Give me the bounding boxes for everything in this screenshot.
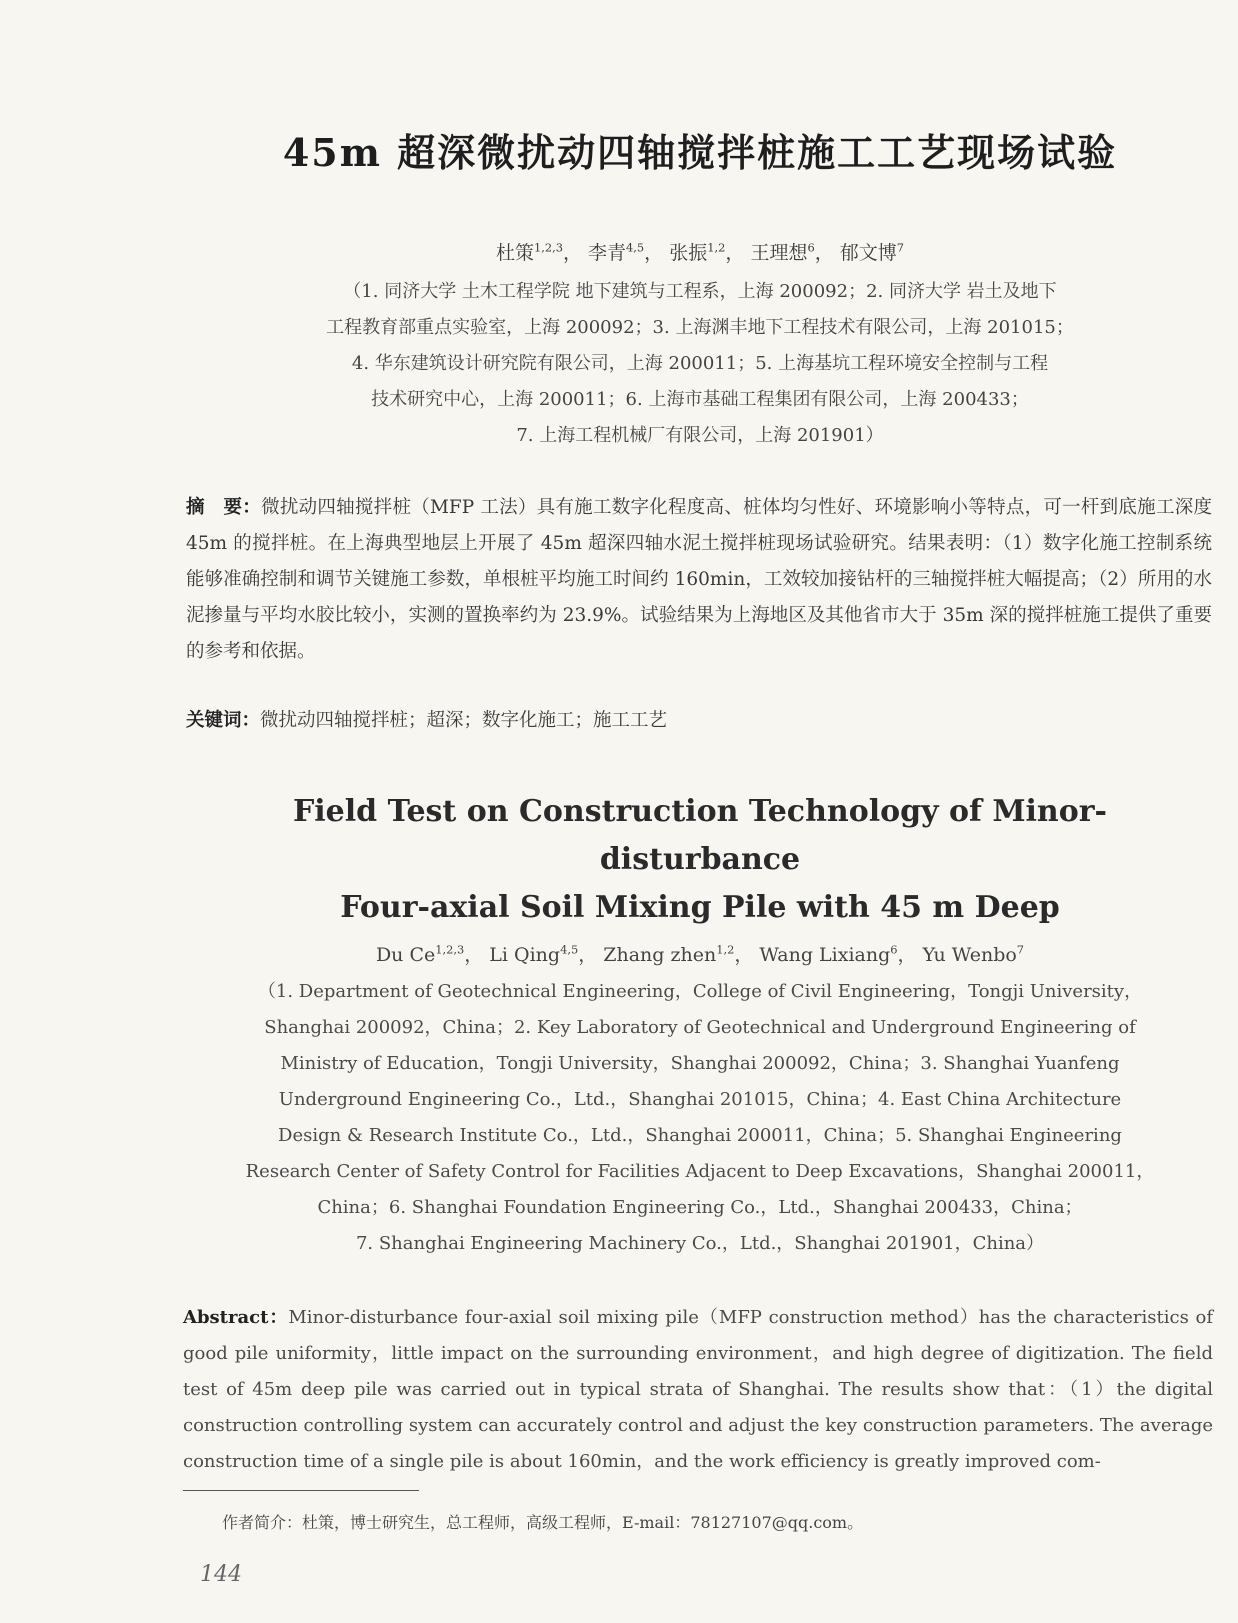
abstract-label: Abstract： <box>183 1307 289 1328</box>
english-authors <box>200 940 1200 967</box>
affiliation-line: 4. 华东建筑设计研究院有限公司，上海 200011；5. 上海基坑工程环境安全控制与工程 <box>351 353 1049 374</box>
author-affiliation-index: 7 <box>1016 942 1025 957</box>
footnote-divider <box>183 1490 419 1491</box>
chinese-keywords <box>186 706 1212 732</box>
chinese-affiliations <box>200 274 1200 454</box>
affiliation-line: （1. Department of Geotechnical Engineering，College of Civil Engineering，Tongji University， <box>257 981 1143 1002</box>
author-name: Yu Wenbo <box>922 944 1017 966</box>
author-name: Du Ce <box>375 944 436 966</box>
author-separator: ， <box>644 242 664 264</box>
author-name: Wang Lixiang <box>759 944 891 966</box>
affiliation-line: Underground Engineering Co.，Ltd.，Shanghai 201015，China；4. East China Architecture <box>278 1089 1122 1110</box>
chinese-authors <box>200 238 1200 265</box>
abstract-label: 摘 要： <box>186 497 262 518</box>
author <box>923 944 1024 966</box>
english-abstract <box>183 1300 1213 1480</box>
english-title-line: Field Test on Construction Technology of Minor-disturbance <box>292 794 1108 877</box>
affiliation-line: Research Center of Safety Control for Facilities Adjacent to Deep Excavations，Shanghai 200011， <box>245 1161 1155 1182</box>
author <box>840 242 904 264</box>
english-title-line: Four-axial Soil Mixing Pile with 45 m Deep <box>340 890 1060 925</box>
author-separator: ， <box>725 242 745 264</box>
english-title <box>200 788 1200 932</box>
author-separator: ， <box>814 242 834 264</box>
affiliation-line: Shanghai 200092，China；2. Key Laboratory of Geotechnical and Underground Engineering of <box>264 1017 1136 1038</box>
author-affiliation-index: 6 <box>890 942 898 957</box>
page-number: 144 <box>200 1562 242 1587</box>
affiliation-line: 技术研究中心，上海 200011；6. 上海市基础工程集团有限公司，上海 200433； <box>371 389 1029 410</box>
author-affiliation-index: 6 <box>807 240 815 255</box>
author-separator: ， <box>464 944 484 966</box>
chinese-abstract <box>186 490 1212 670</box>
author-name: 王理想 <box>750 242 808 264</box>
affiliation-line: 7. 上海工程机械厂有限公司，上海 201901） <box>516 425 884 446</box>
author-name: 张振 <box>669 242 708 264</box>
abstract-text: Minor-disturbance four-axial soil mixing pile（MFP construction method）has the characteristics of good pile uniformity，little impact on the surrounding environment，and high degree of digitization. The field test of 45m deep pile was carried out in typical strata of Shanghai. The results show that：（1）the digital construction controlling system can accurately control and adjust the key construction parameters. The average construction time of a single pile is about 160min，and the work efficiency is greatly improved com- <box>183 1307 1214 1472</box>
affiliation-line: 工程教育部重点实验室，上海 200092；3. 上海渊丰地下工程技术有限公司，上海 201015； <box>326 317 1074 338</box>
author-affiliation-index: 1,2,3 <box>533 240 563 255</box>
author <box>489 944 597 966</box>
chinese-title: 45m 超深微扰动四轴搅拌桩施工工艺现场试验 <box>282 130 1118 175</box>
author-name: 李青 <box>588 242 627 264</box>
author <box>603 944 753 966</box>
author-affiliation-index: 7 <box>896 240 905 255</box>
author-affiliation-index: 1,2,3 <box>435 942 465 957</box>
author-separator: ， <box>562 242 582 264</box>
author <box>750 242 833 264</box>
affiliation-line: China；6. Shanghai Foundation Engineering Co.，Ltd.，Shanghai 200433，China； <box>317 1197 1083 1218</box>
author-separator: ， <box>734 944 754 966</box>
affiliation-line: Design & Research Institute Co.，Ltd.，Shanghai 200011，China；5. Shanghai Engineering <box>278 1125 1122 1146</box>
author-name: 杜策 <box>495 242 534 264</box>
author <box>376 944 483 966</box>
author <box>669 242 744 264</box>
author-footnote: 作者简介：杜策，博士研究生，总工程师，高级工程师，E-mail：78127107@qq.com。 <box>222 1513 864 1532</box>
author <box>759 944 916 966</box>
author-name: Zhang zhen <box>603 944 717 966</box>
abstract-text: 微扰动四轴搅拌桩（MFP 工法）具有施工数字化程度高、桩体均匀性好、环境影响小等特点，可一杆到底施工深度 45m 的搅拌桩。在上海典型地层上开展了 45m 超深四轴水泥土搅拌桩现场试验研究。结果表明：（1）数字化施工控制系统能够准确控制和调节关键施工参数，单根桩平均施工时间约 160min，工效较加接钻杆的三轴搅拌桩大幅提高；（2）所用的水泥掺量与平均水胶比较小，实测的置换率约为 23.9%。试验结果为上海地区及其他省市大于 35m 深的搅拌桩施工提供了重要的参考和依据。 <box>186 497 1212 662</box>
author-affiliation-index: 1,2 <box>716 942 735 957</box>
english-affiliations <box>200 974 1200 1262</box>
affiliation-line: Ministry of Education，Tongji University，Shanghai 200092，China；3. Shanghai Yuanfeng <box>280 1053 1120 1074</box>
author-name: Li Qing <box>489 944 561 966</box>
author-separator: ， <box>897 944 917 966</box>
author-name: 郁文博 <box>839 242 897 264</box>
author <box>496 242 582 264</box>
author-separator: ， <box>578 944 598 966</box>
author <box>588 242 663 264</box>
author-affiliation-index: 1,2 <box>707 240 726 255</box>
author-affiliation-index: 4,5 <box>626 240 645 255</box>
affiliation-line: （1. 同济大学 土木工程学院 地下建筑与工程系，上海 200092；2. 同济大学 岩土及地下 <box>343 281 1057 302</box>
keywords-text: 微扰动四轴搅拌桩；超深；数字化施工；施工工艺 <box>260 710 668 731</box>
keywords-label: 关键词： <box>186 710 261 731</box>
author-affiliation-index: 4,5 <box>560 942 579 957</box>
affiliation-line: 7. Shanghai Engineering Machinery Co.，Ltd.，Shanghai 201901，China） <box>355 1233 1045 1254</box>
